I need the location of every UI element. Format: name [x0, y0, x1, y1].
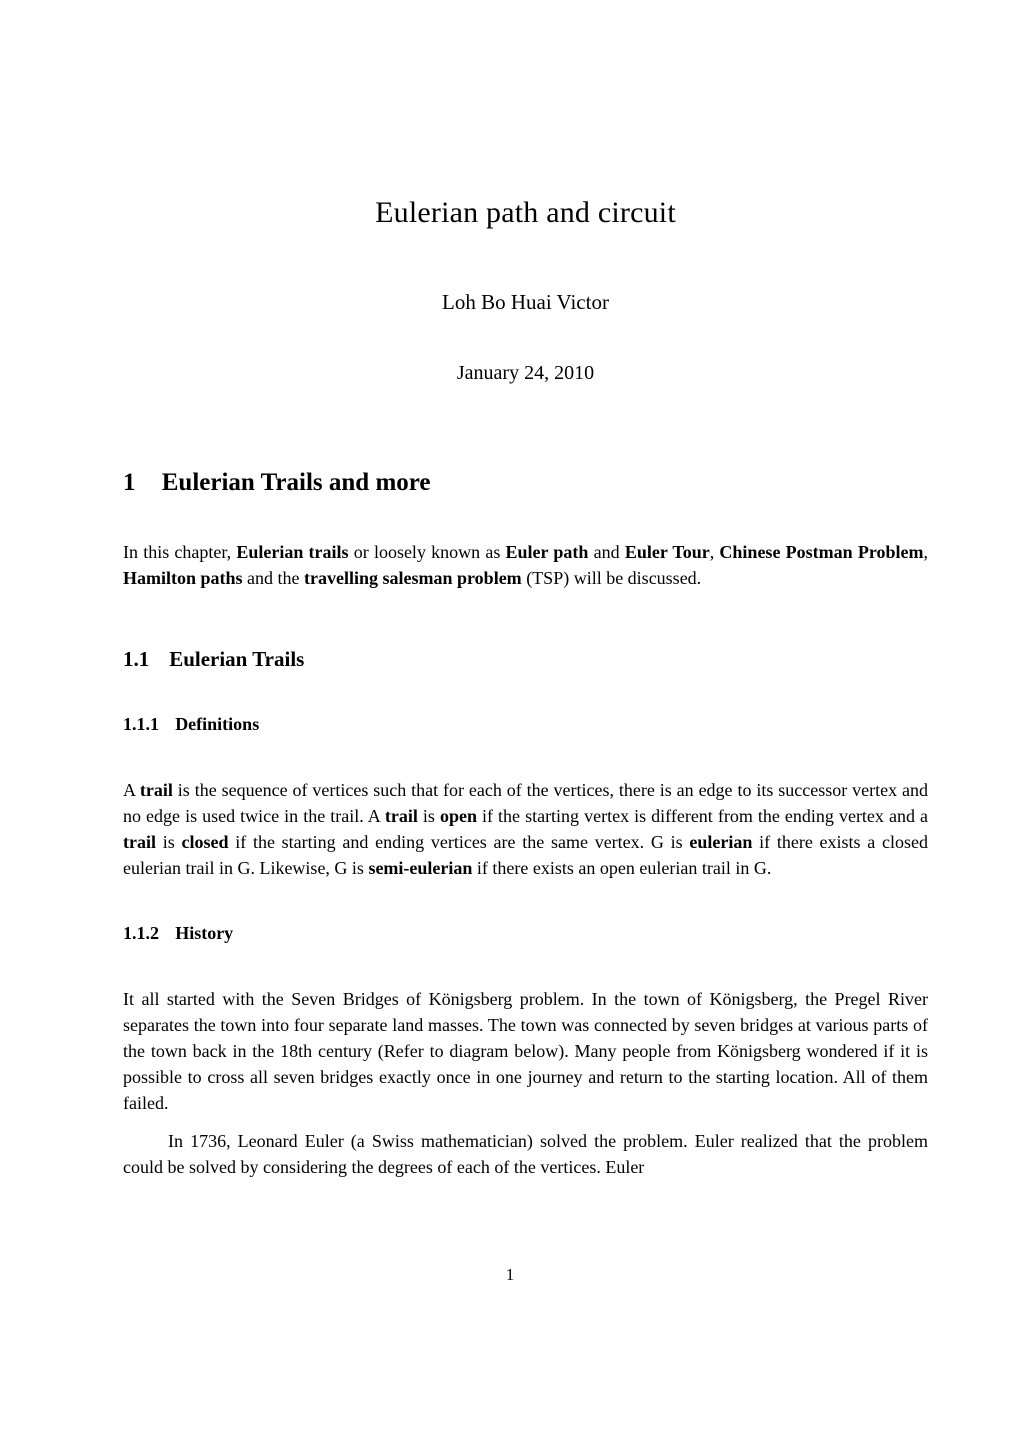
subsection-heading-eulerian-trails — [123, 647, 928, 672]
paragraph-history-1: It all started with the Seven Bridges of Königsberg problem. In the town of Königsberg, the Pregel River separates the town into four separate land masses. The town was connected by seven bridges at various parts of the town back in the 18th century (Refer to diagram below). Many people from Königsberg wondered if it is possible to cross all seven bridges exactly once in one journey and return to the starting location. All of them failed. — [123, 989, 928, 1113]
document-content — [123, 0, 928, 1180]
paragraph-definitions: A trail is the sequence of vertices such that for each of the vertices, there is an edge to its successor vertex and no edge is used twice in the trail. A trail is open if the starting vertex is different from the ending vertex and a trail is closed if the starting and ending vertices are the same vertex. G is eulerian if there exists a closed eulerian trail in G. Likewise, G is semi-eulerian if there exists an open eulerian trail in G. — [123, 780, 928, 878]
paragraph-history-2: In 1736, Leonard Euler (a Swiss mathematician) solved the problem. Euler realized that the problem could be solved by considering the degrees of each of the vertices. Euler — [123, 1131, 928, 1177]
subsubsection-number: 1.1.2 — [123, 923, 159, 943]
document-title: Eulerian path and circuit — [375, 196, 676, 229]
subsubsection-number: 1.1.1 — [123, 714, 159, 734]
page-number: 1 — [505, 1265, 515, 1284]
section-title: Eulerian Trails and more — [161, 469, 431, 496]
subsubsection-heading-history — [123, 923, 928, 944]
subsection-title: Eulerian Trails — [169, 647, 305, 671]
subsection-number: 1.1 — [123, 647, 150, 671]
section-number: 1 — [123, 469, 136, 496]
subsubsection-title: History — [175, 923, 234, 943]
document-date: January 24, 2010 — [456, 362, 595, 384]
section-heading-eulerian-trails-and-more — [123, 469, 928, 497]
subsubsection-heading-definitions — [123, 714, 928, 735]
subsubsection-title: Definitions — [175, 714, 260, 734]
document-author: Loh Bo Huai Victor — [442, 290, 609, 314]
paragraph-intro: In this chapter, Eulerian trails or loosely known as Euler path and Euler Tour, Chinese Postman Problem, Hamilton paths and the travelling salesman problem (TSP) will be discussed. — [123, 542, 928, 588]
